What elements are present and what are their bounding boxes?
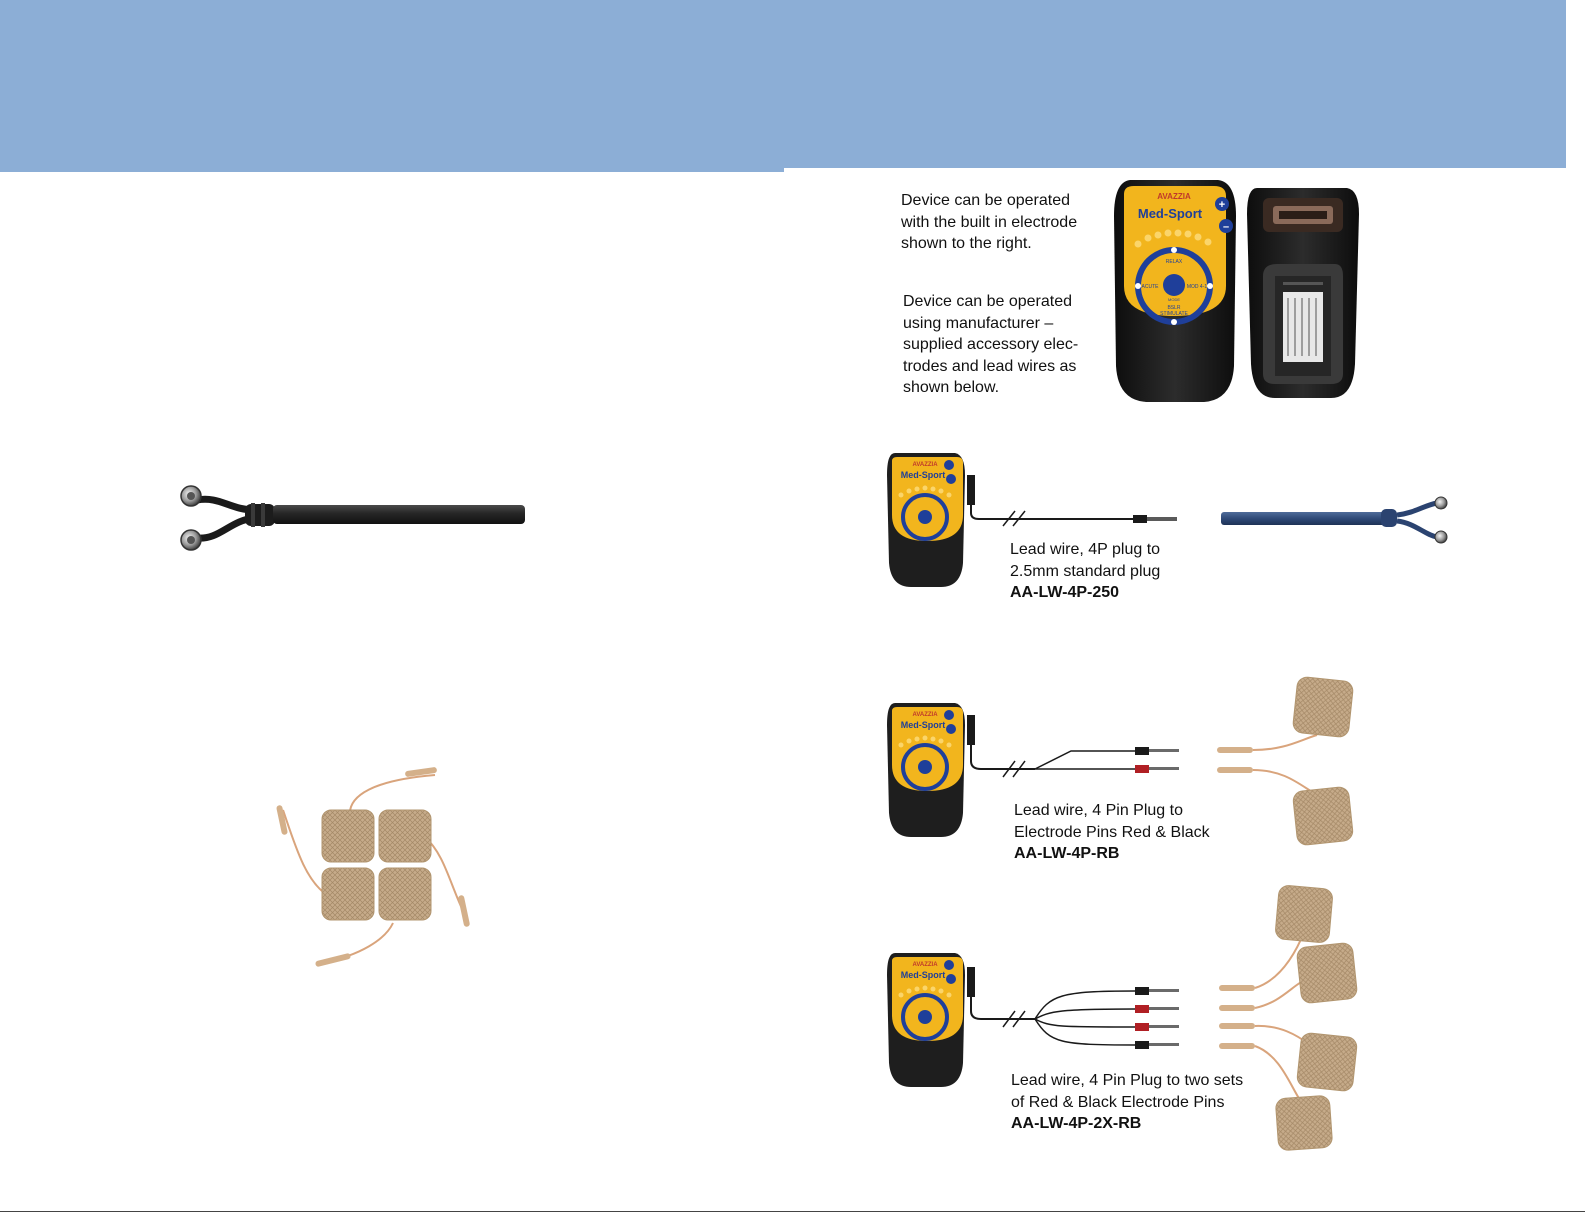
device-mod-label: MOD 4-1 (1186, 284, 1208, 290)
accessory-electrode-text: Device can be operated using manufacturer – supplied accessory elec- trodes and lead wires as shown below. (903, 293, 1079, 397)
device-minus-label: – (1222, 221, 1230, 233)
s2-brand-label: AVAZZIA (912, 712, 938, 718)
s3-model-label: Med-Sport (900, 970, 946, 980)
s1-brand-label: AVAZZIA (912, 462, 938, 468)
device-model-label: Med-Sport (1137, 206, 1203, 221)
s3-brand-label: AVAZZIA (912, 962, 938, 968)
device-back-image (1243, 184, 1363, 402)
builtin-electrode-text: Device can be operated with the built in electrode shown to the right. (901, 192, 1078, 253)
device-acute-label: ACUTE (1141, 284, 1159, 290)
device-front-image (1110, 176, 1240, 404)
device-stimulate-label: STIMULATE (1160, 311, 1188, 317)
wire-section-3-text: Lead wire, 4 Pin Plug to two sets of Red & Black Electrode Pins AA-LW-4P-2X-RB (1011, 1070, 1243, 1135)
wire-section-1-code: AA-LW-4P-250 (1010, 584, 1120, 602)
probe-electrode-image (175, 478, 535, 558)
device-brand-label: AVAZZIA (1157, 192, 1191, 201)
device-mode-label: MODE (1168, 297, 1180, 302)
wire-section-2-text: Lead wire, 4 Pin Plug to Electrode Pins Red & Black AA-LW-4P-RB (1014, 800, 1210, 865)
device-relax-label: RELAX (1165, 259, 1183, 265)
wire-section-2-code: AA-LW-4P-RB (1014, 845, 1120, 863)
device-plus-label: + (1218, 199, 1226, 211)
wire-section-3-code: AA-LW-4P-2X-RB (1011, 1115, 1142, 1133)
header-band-right (784, 0, 1566, 168)
device-bslr-label: BSLR (1167, 305, 1181, 311)
s1-model-label: Med-Sport (900, 470, 946, 480)
s2-model-label: Med-Sport (900, 720, 946, 730)
electrode-pads-image (275, 765, 490, 975)
wire-section-1-diagram (885, 445, 1455, 590)
header-band-left (0, 0, 784, 172)
wire-section-1-text: Lead wire, 4P plug to 2.5mm standard plug AA-LW-4P-250 (1010, 539, 1160, 604)
bottom-rule (0, 1211, 1585, 1212)
